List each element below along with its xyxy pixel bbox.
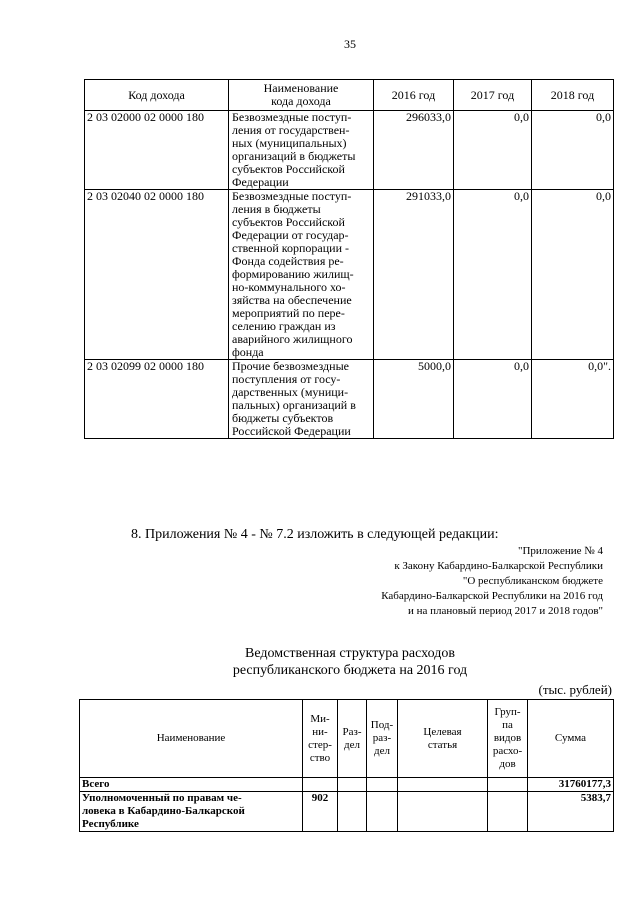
expense-sum-cell: 5383,7	[528, 792, 614, 832]
expense-header-group-line: Груп-	[494, 706, 521, 718]
income-2018-cell: 0,0	[532, 190, 614, 360]
annex-line: "Приложение № 4	[517, 545, 603, 557]
income-header-2016: 2016 год	[374, 80, 454, 111]
expense-name-line: Всего	[82, 778, 110, 790]
income-name-cell	[229, 190, 374, 360]
expense-table	[79, 699, 614, 832]
income-name-line: бюджеты субъектов	[232, 411, 334, 425]
income-name-line: субъектов Российской	[232, 162, 345, 176]
income-2017-cell: 0,0	[454, 190, 532, 360]
income-name-line: селению граждан из	[232, 319, 336, 333]
expense-header-section-line: дел	[344, 738, 360, 751]
income-row	[85, 190, 614, 360]
expense-header-subsection-line: раз-	[372, 732, 392, 744]
expense-header-subsection	[367, 700, 398, 778]
expense-header-subsection-line: дел	[374, 745, 390, 757]
income-name-line: зяйства на обеспечение	[232, 293, 352, 307]
income-name-line: Безвозмездные поступ-	[232, 110, 352, 124]
income-2017-cell: 0,0	[454, 360, 532, 439]
income-name-line: фонда	[232, 345, 264, 359]
income-name-line: субъектов Российской	[232, 215, 345, 229]
income-header-name	[229, 80, 374, 111]
income-name-line: Российской Федерации	[232, 424, 351, 438]
income-name-cell	[229, 360, 374, 439]
income-2018-cell: 0,0	[532, 111, 614, 190]
income-name-line: ных (муниципальных)	[232, 136, 347, 150]
expense-name-cell	[80, 778, 303, 792]
income-name-line: пальных) организаций в	[232, 398, 356, 412]
expense-name-line: Уполномоченный по правам че-	[82, 792, 242, 804]
income-header-2017: 2017 год	[454, 80, 532, 111]
expense-ministry-cell	[303, 778, 338, 792]
expense-header-section	[338, 700, 367, 778]
page-number: 35	[344, 37, 356, 51]
expense-name-line: ловека в Кабардино-Балкарской	[82, 805, 245, 817]
income-2016-cell: 296033,0	[374, 111, 454, 190]
section-title	[160, 645, 540, 679]
annex-line: Кабардино-Балкарской Республики на 2016 год	[381, 590, 603, 602]
expense-subsection-cell	[367, 778, 398, 792]
amendment-paragraph: 8. Приложения № 4 - № 7.2 изложить в следующей редакции:	[131, 527, 499, 542]
expense-header-group-line: видов	[493, 732, 522, 744]
expense-header-target	[398, 700, 488, 778]
income-header-name-line: Наименование	[263, 81, 339, 95]
expense-header-target-line: Целевая	[423, 725, 462, 738]
income-name-line: организаций в бюджеты	[232, 149, 356, 163]
title-line: Ведомственная структура расходов	[245, 646, 455, 661]
expense-section-cell	[338, 778, 367, 792]
income-row	[85, 360, 614, 439]
expense-section-cell	[338, 792, 367, 832]
income-name-line: Федерации от государ-	[232, 228, 349, 242]
income-code-cell: 2 03 02000 02 0000 180	[85, 111, 229, 190]
expense-group-cell	[488, 792, 528, 832]
income-name-line: Федерации	[232, 175, 289, 189]
expense-ministry-cell: 902	[303, 792, 338, 832]
annex-line: "О республиканском бюджете	[462, 575, 603, 587]
expense-header-ministry	[303, 700, 338, 778]
expense-header-subsection-line: Под-	[370, 719, 394, 731]
income-name-line: ления от государствен-	[232, 123, 350, 137]
expense-group-cell	[488, 778, 528, 792]
income-code-cell: 2 03 02040 02 0000 180	[85, 190, 229, 360]
income-2017-cell: 0,0	[454, 111, 532, 190]
expense-sum-cell: 31760177,3	[528, 778, 614, 792]
income-name-line: но-коммунального хо-	[232, 280, 346, 294]
expense-header-ministry-line: ни-	[312, 725, 328, 738]
income-name-line: ственной корпорации -	[232, 241, 349, 255]
expense-header-group	[488, 700, 528, 778]
expense-header-target-line: статья	[427, 738, 458, 751]
income-name-line: формированию жилищ-	[232, 267, 354, 281]
income-name-line: Безвозмездные поступ-	[232, 189, 352, 203]
expense-header-ministry-line: ство	[309, 751, 331, 764]
income-row	[85, 111, 614, 190]
expense-header-group-line: расхо-	[492, 745, 523, 757]
expense-header-group-line: дов	[499, 758, 516, 770]
expense-row	[80, 778, 614, 792]
expense-header-ministry-line: Ми-	[310, 712, 330, 725]
annex-line: к Закону Кабардино-Балкарской Республики	[394, 560, 603, 572]
income-table	[84, 79, 614, 439]
income-name-cell	[229, 111, 374, 190]
annex-header	[300, 544, 603, 619]
income-name-line: поступления от госу-	[232, 372, 341, 386]
expense-header-sum: Сумма	[528, 700, 614, 778]
title-line: республиканского бюджета на 2016 год	[232, 663, 468, 678]
annex-line: и на плановый период 2017 и 2018 годов"	[407, 605, 603, 617]
expense-name-cell	[80, 792, 303, 832]
income-name-line: Прочие безвозмездные	[232, 359, 349, 373]
expense-header-group-line: па	[502, 719, 513, 731]
income-name-line: ления в бюджеты	[232, 202, 321, 216]
income-header-row	[85, 80, 614, 111]
expense-header-row	[80, 700, 614, 778]
expense-subsection-cell	[367, 792, 398, 832]
income-name-line: мероприятий по пере-	[232, 306, 345, 320]
units-label: (тыс. рублей)	[538, 682, 612, 697]
income-2018-cell: 0,0".	[532, 360, 614, 439]
income-2016-cell: 291033,0	[374, 190, 454, 360]
income-name-line: Фонда содействия ре-	[232, 254, 344, 268]
income-header-code: Код дохода	[85, 80, 229, 111]
expense-row	[80, 792, 614, 832]
income-name-line: дарственных (муници-	[232, 385, 349, 399]
income-code-cell: 2 03 02099 02 0000 180	[85, 360, 229, 439]
income-2016-cell: 5000,0	[374, 360, 454, 439]
income-header-name-line: кода дохода	[271, 94, 331, 108]
expense-header-name: Наименование	[80, 700, 303, 778]
expense-target-cell	[398, 778, 488, 792]
income-header-2018: 2018 год	[532, 80, 614, 111]
income-name-line: аварийного жилищного	[232, 332, 353, 346]
expense-name-line: Республике	[82, 818, 139, 830]
expense-header-ministry-line: стер-	[308, 738, 332, 751]
expense-target-cell	[398, 792, 488, 832]
expense-header-section-line: Раз-	[342, 725, 362, 738]
